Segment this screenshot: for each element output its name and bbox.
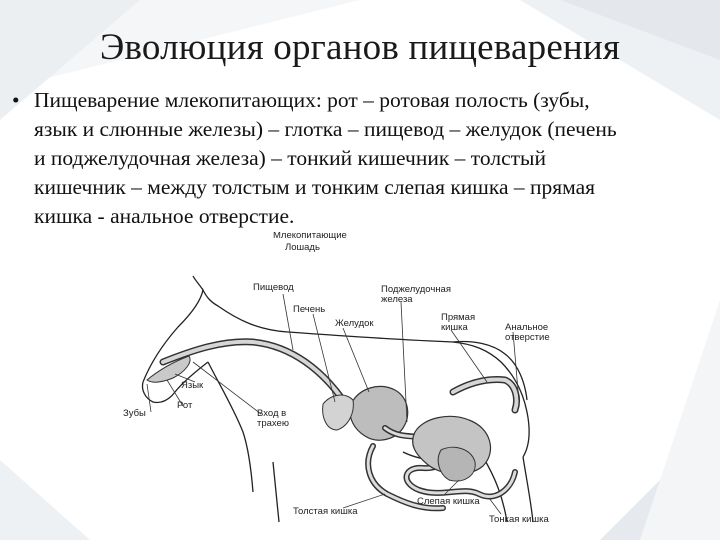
bullet-line-4: кишечник – между толстым и тонким слепая кишка – прямая	[34, 175, 596, 199]
label-rectum-2: кишка	[441, 322, 468, 333]
label-teeth: Зубы	[123, 408, 146, 419]
bullet-line-5: кишка - анальное отверстие.	[34, 204, 295, 228]
label-cecum: Слепая кишка	[417, 496, 480, 507]
rectum-tube	[453, 380, 517, 411]
label-tongue: Язык	[181, 380, 204, 391]
figure-heading-1: Млекопитающие	[273, 232, 347, 241]
label-large-intestine: Толстая кишка	[293, 506, 358, 517]
label-throat-entry-2: трахею	[257, 418, 289, 429]
label-throat-entry-1: Вход в	[257, 408, 287, 419]
bullet-line-1: Пищеварение млекопитающих: рот – ротовая полость (зубы,	[34, 88, 590, 112]
label-stomach: Желудок	[335, 318, 374, 329]
label-liver: Печень	[293, 304, 326, 315]
bullet-line-3: и поджелудочная железа) – тонкий кишечник – толстый	[34, 146, 546, 170]
liver-shape	[323, 395, 354, 430]
horse-digestive-diagram	[123, 232, 563, 524]
bullet-marker: •	[12, 88, 20, 112]
label-pancreas-2: железа	[381, 294, 413, 305]
label-rectum-1: Прямая	[441, 312, 476, 323]
label-anus-2: отверстие	[505, 332, 550, 343]
label-pancreas-1: Поджелудочная	[381, 284, 451, 295]
label-mouth: Рот	[177, 400, 193, 411]
figure-heading-2: Лошадь	[285, 242, 320, 253]
bullet-line-2: язык и слюнные железы) – глотка – пищевод – желудок (печень	[34, 117, 617, 141]
label-small-intestine: Тонкая кишка	[489, 514, 549, 524]
label-anus-1: Анальное	[505, 322, 549, 333]
slide-title: Эволюция органов пищеварения	[99, 27, 621, 68]
label-esophagus: Пищевод	[253, 282, 294, 293]
